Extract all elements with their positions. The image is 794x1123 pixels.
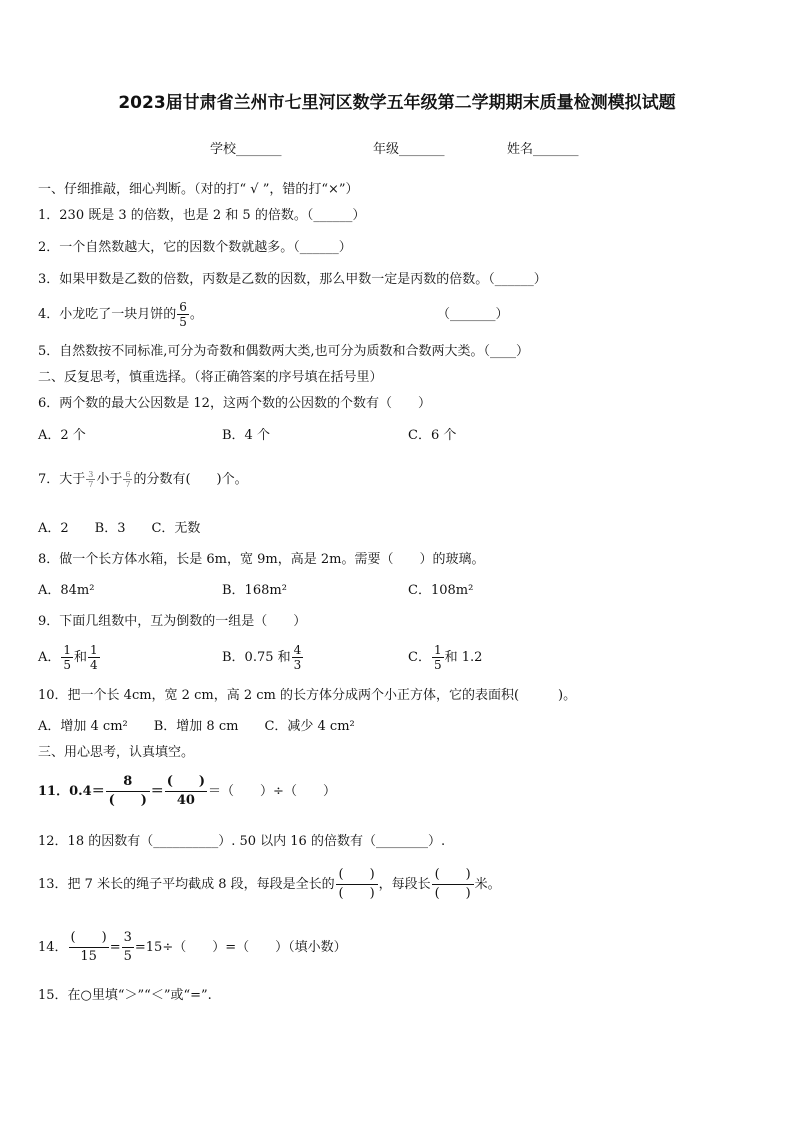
q6-option-c: C．6 个 xyxy=(408,428,457,443)
q13-f2-denominator[interactable]: ( ) xyxy=(434,886,471,901)
q8-option-a: A．84m² xyxy=(38,583,95,598)
q11-f1-denominator[interactable]: ( ) xyxy=(108,793,147,808)
q7-options: A．2 B．3 C．无数 xyxy=(38,521,201,536)
question-10: 10．把一个长 4cm，宽 2 cm，高 2 cm 的长方体分成两个小正方体，它的表面积( )。 xyxy=(38,688,577,703)
q13-fraction-1 xyxy=(336,866,378,903)
question-14 xyxy=(38,928,347,968)
q9-option-a xyxy=(38,643,101,673)
section1-heading: 一、仔细推敲，细心判断。（对的打“ √ ”，错的打“×”） xyxy=(38,182,359,197)
q4-text: 4．小龙吃了一块月饼的 xyxy=(38,307,177,322)
q6-option-a: A．2 个 xyxy=(38,428,86,443)
q14-f1-numerator[interactable]: ( ) xyxy=(70,930,107,945)
q9-c-label: C． xyxy=(408,650,431,665)
question-2: 2．一个自然数越大，它的因数个数就越多。（______） xyxy=(38,240,352,255)
question-5: 5．自然数按不同标准,可分为奇数和偶数两大类,也可分为质数和合数两大类。（____） xyxy=(38,344,530,359)
question-12: 12．18 的因数有（__________）. 50 以内 16 的倍数有（________）. xyxy=(38,834,446,849)
q14-f2-denominator: 5 xyxy=(123,949,132,964)
q13-prefix: 13．把 7 米长的绳子平均截成 8 段，每段是全长的 xyxy=(38,877,335,892)
q4-fraction xyxy=(177,300,189,329)
q7-suffix: 的分数有( )个。 xyxy=(133,472,248,487)
question-11 xyxy=(38,772,336,812)
q11-f2-denominator: 40 xyxy=(176,793,195,808)
q14-prefix: 14． xyxy=(38,940,68,955)
q14-fraction-2 xyxy=(122,929,134,966)
q11-fraction-1 xyxy=(106,773,150,810)
section2-heading: 二、反复思考，慎重选择。（将正确答案的序号填在括号里） xyxy=(38,370,383,385)
name-field[interactable]: 姓名_______ xyxy=(507,142,579,157)
q11-suffix: ＝（ ）÷（ ） xyxy=(208,784,336,799)
question-9: 9．下面几组数中，互为倒数的一组是（ ） xyxy=(38,614,307,629)
q7-f2-numerator: 6 xyxy=(125,470,131,479)
q11-fraction-2 xyxy=(165,773,207,810)
question-6: 6．两个数的最大公因数是 12，这两个数的公因数的个数有（ ） xyxy=(38,396,431,411)
question-3: 3．如果甲数是乙数的倍数，丙数是乙数的因数，那么甲数一定是丙数的倍数。（______） xyxy=(38,272,547,287)
q13-f2-numerator[interactable]: ( ) xyxy=(434,867,471,882)
q7-f2-denominator: 7 xyxy=(125,480,131,489)
q9-a-and: 和 xyxy=(74,650,88,665)
q9-a-fraction-2 xyxy=(88,643,100,672)
question-13 xyxy=(38,864,501,906)
q14-suffix: =15÷（ ）=（ ）（填小数） xyxy=(134,940,347,955)
q10-options: A．增加 4 cm² B．增加 8 cm C．减少 4 cm² xyxy=(38,719,355,734)
q7-fraction-1 xyxy=(86,470,95,489)
q8-option-b: B．168m² xyxy=(222,583,287,598)
grade-field[interactable]: 年级_______ xyxy=(373,142,445,157)
q13-suffix: 米。 xyxy=(474,877,501,892)
q9-a-f2-numerator: 1 xyxy=(90,643,98,657)
q13-f1-denominator[interactable]: ( ) xyxy=(338,886,375,901)
q9-c-numerator: 1 xyxy=(433,643,442,657)
q7-mid: 小于 xyxy=(96,472,123,487)
q9-a-f1-numerator: 1 xyxy=(63,643,72,657)
q11-f1-numerator: 8 xyxy=(123,774,133,789)
q6-option-b: B．4 个 xyxy=(222,428,270,443)
q13-f1-numerator[interactable]: ( ) xyxy=(338,867,375,882)
q9-c-denominator: 5 xyxy=(433,658,442,672)
q13-mid: ，每段长 xyxy=(378,877,431,892)
q9-b-fraction xyxy=(292,643,304,672)
question-7 xyxy=(38,468,248,492)
q9-a-label: A． xyxy=(38,650,61,665)
q9-c-suffix: 和 1.2 xyxy=(444,650,483,665)
q9-c-fraction xyxy=(432,643,444,672)
question-1: 1．230 既是 3 的倍数，也是 2 和 5 的倍数。（______） xyxy=(38,208,366,223)
q14-equals: = xyxy=(109,940,121,955)
q9-a-fraction-1 xyxy=(61,643,73,672)
section3-heading: 三、用心思考，认真填空。 xyxy=(38,745,195,760)
q13-fraction-2 xyxy=(432,866,474,903)
q4-suffix: 。 xyxy=(189,307,203,322)
q9-a-f1-denominator: 5 xyxy=(63,658,72,672)
q4-answer-blank[interactable]: （_______） xyxy=(437,307,509,322)
q8-option-c: C．108m² xyxy=(408,583,474,598)
q9-option-c xyxy=(408,643,482,673)
school-field[interactable]: 学校_______ xyxy=(210,142,282,157)
page-title: 2023届甘肃省兰州市七里河区数学五年级第二学期期末质量检测模拟试题 xyxy=(118,93,676,113)
q7-f1-numerator: 3 xyxy=(88,470,94,479)
question-15: 15．在○里填“＞”“＜”或“=”. xyxy=(38,988,212,1003)
q4-numerator: 6 xyxy=(179,300,187,314)
q11-equals: ＝ xyxy=(150,784,164,799)
question-8: 8．做一个长方体水箱，长是 6m，宽 9m，高是 2m。需要（ ）的玻璃。 xyxy=(38,552,485,567)
q14-f2-numerator: 3 xyxy=(123,930,132,945)
q4-denominator: 5 xyxy=(179,315,187,329)
q9-b-numerator: 4 xyxy=(293,643,302,657)
q7-prefix: 7．大于 xyxy=(38,472,86,487)
question-4 xyxy=(38,300,203,330)
q9-a-f2-denominator: 4 xyxy=(90,658,98,672)
q7-f1-denominator: 7 xyxy=(88,480,94,489)
q11-prefix: 11．0.4＝ xyxy=(38,784,105,799)
q9-b-denominator: 3 xyxy=(293,658,302,672)
q14-f1-denominator: 15 xyxy=(80,949,97,964)
q11-f2-numerator[interactable]: ( ) xyxy=(166,774,206,789)
q9-b-label: B．0.75 和 xyxy=(222,650,291,665)
q7-fraction-2 xyxy=(123,470,132,489)
q9-option-b xyxy=(222,643,304,673)
q14-fraction-1 xyxy=(69,929,109,966)
